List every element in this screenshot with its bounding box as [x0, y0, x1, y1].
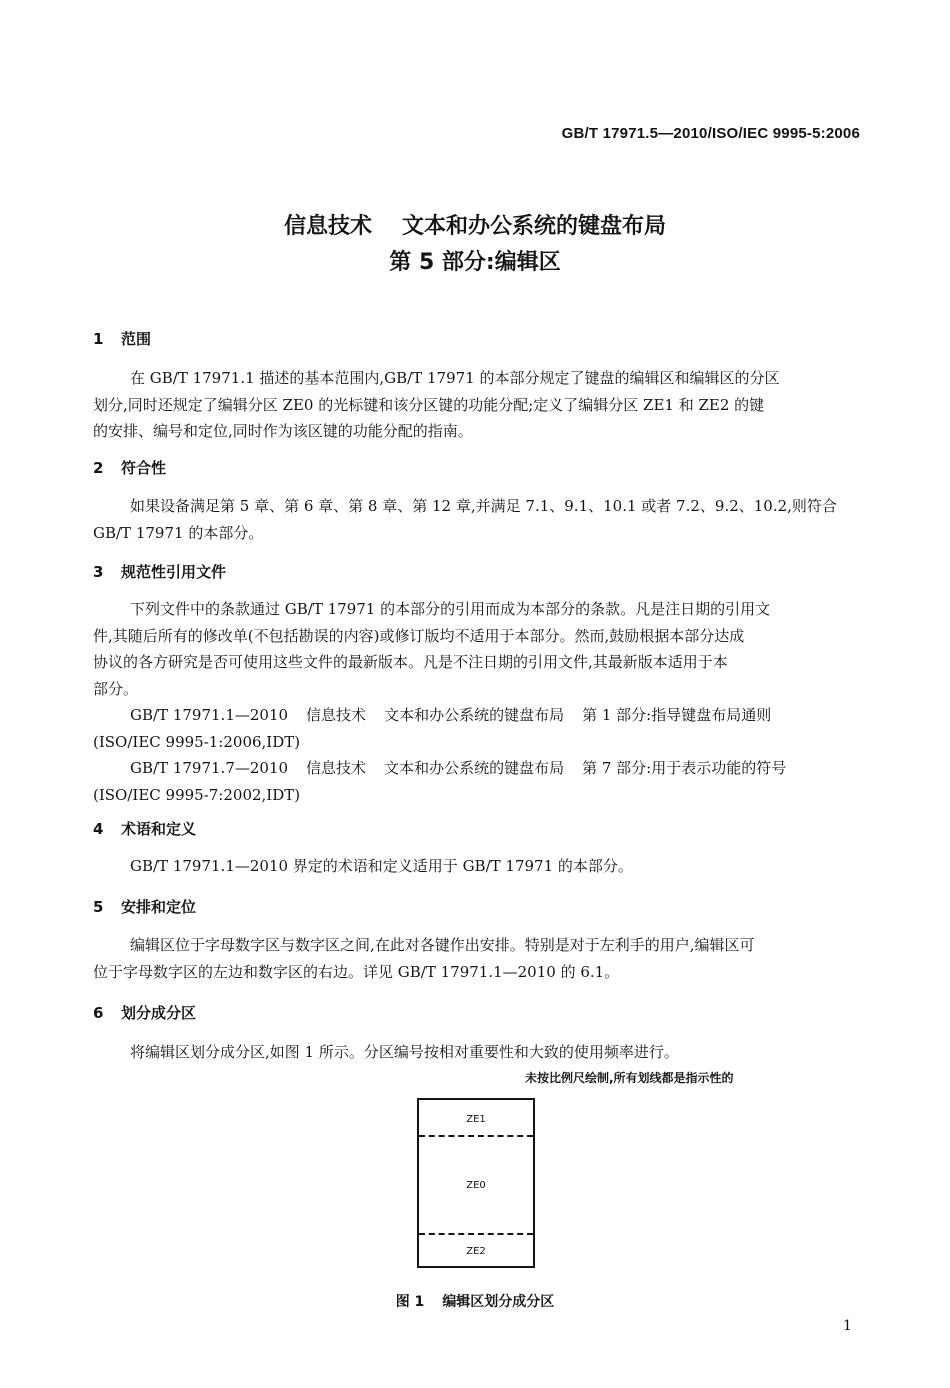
paragraph-line: 下列文件中的条款通过 GB/T 17971 的本部分的引用而成为本部分的条款。凡是注日期的引用文 [130, 600, 771, 618]
figure-caption [0, 1291, 950, 1311]
paragraph-line: 协议的各方研究是否可使用这些文件的最新版本。凡是不注日期的引用文件,其最新版本适用于本 [93, 653, 728, 671]
section-2-heading [93, 457, 166, 478]
document-title [0, 209, 950, 281]
reference-item [93, 755, 859, 782]
figure-caption-label: 图 1 [395, 1294, 425, 1310]
section-title: 规范性引用文件 [121, 563, 227, 581]
section-number: 4 [93, 820, 104, 838]
zone-divider-top [419, 1135, 533, 1137]
section-4-heading [93, 818, 196, 839]
section-1-heading [93, 328, 151, 349]
section-3-paragraph [93, 596, 859, 808]
reference-title-a: 信息技术 [306, 706, 367, 724]
section-title: 符合性 [121, 459, 167, 477]
section-number: 1 [93, 330, 104, 348]
reference-title-a: 信息技术 [306, 759, 367, 777]
title-line-2: 第 5 部分:编辑区 [389, 250, 561, 275]
section-title: 划分成分区 [121, 1004, 197, 1022]
paragraph-line: 将编辑区划分成分区,如图 1 所示。分区编号按相对重要性和大致的使用频率进行。 [130, 1043, 679, 1061]
paragraph-line: 部分。 [93, 679, 139, 698]
section-3-heading [93, 561, 226, 582]
paragraph-line: 位于字母数字区的左边和数字区的右边。详见 GB/T 17971.1—2010 的 6.1。 [93, 962, 620, 981]
section-title: 术语和定义 [121, 820, 197, 838]
title-line-1 [0, 209, 950, 245]
reference-title-c: 第 7 部分:用于表示功能的符号 [582, 759, 787, 777]
section-1-paragraph [93, 365, 859, 445]
figure-note: 未按比例尺绘制,所有划线都是指示性的 [525, 1071, 734, 1085]
page-number: 1 [843, 1318, 852, 1334]
section-6-heading [93, 1002, 196, 1023]
paragraph-line: 件,其随后所有的修改单(不包括勘误的内容)或修订版均不适用于本部分。然而,鼓励根据本部分达成 [93, 626, 745, 645]
section-number: 2 [93, 459, 104, 477]
section-title: 安排和定位 [121, 898, 197, 916]
reference-equivalent: (ISO/IEC 9995-1:2006,IDT) [93, 732, 301, 751]
reference-item [93, 702, 859, 729]
paragraph-line: 如果设备满足第 5 章、第 6 章、第 8 章、第 12 章,并满足 7.1、9.1、10.1 或者 7.2、9.2、10.2,则符合 [130, 497, 837, 515]
reference-title-b: 文本和办公系统的键盘布局 [384, 706, 565, 724]
section-2-paragraph [93, 493, 859, 546]
zone-divider-bottom [419, 1233, 533, 1235]
paragraph-line: GB/T 17971 的本部分。 [93, 523, 264, 542]
zone-label-ze2: ZE2 [466, 1246, 486, 1257]
section-title: 范围 [121, 330, 152, 348]
paragraph-line: 在 GB/T 17971.1 描述的基本范围内,GB/T 17971 的本部分规定了键盘的编辑区和编辑区的分区 [130, 369, 780, 387]
section-6-paragraph [93, 1039, 859, 1066]
title-line-1-part-2: 文本和办公系统的键盘布局 [402, 214, 667, 239]
reference-equivalent: (ISO/IEC 9995-7:2002,IDT) [93, 785, 301, 804]
section-number: 6 [93, 1004, 104, 1022]
section-number: 3 [93, 563, 104, 581]
zone-label-ze0: ZE0 [466, 1180, 486, 1191]
reference-title-b: 文本和办公系统的键盘布局 [384, 759, 565, 777]
section-5-heading [93, 896, 196, 917]
reference-title-c: 第 1 部分:指导键盘布局通则 [582, 706, 772, 724]
reference-code: GB/T 17971.1—2010 [130, 706, 289, 724]
section-5-paragraph [93, 932, 859, 985]
paragraph-line: GB/T 17971.1—2010 界定的术语和定义适用于 GB/T 17971 的本部分。 [130, 857, 633, 875]
paragraph-line: 编辑区位于字母数字区与数字区之间,在此对各键作出安排。特别是对于左利手的用户,编辑区可 [130, 936, 755, 954]
section-number: 5 [93, 898, 104, 916]
reference-code: GB/T 17971.7—2010 [130, 759, 289, 777]
section-4-paragraph [93, 853, 859, 880]
standard-code-header: GB/T 17971.5—2010/ISO/IEC 9995-5:2006 [561, 125, 860, 142]
paragraph-line: 的安排、编号和定位,同时作为该区键的功能分配的指南。 [93, 422, 473, 440]
edit-zone-diagram [417, 1098, 535, 1268]
title-line-1-part-1: 信息技术 [283, 214, 372, 239]
figure-caption-text: 编辑区划分成分区 [442, 1294, 555, 1310]
zone-label-ze1: ZE1 [466, 1114, 486, 1125]
paragraph-line: 划分,同时还规定了编辑分区 ZE0 的光标键和该分区键的功能分配;定义了编辑分区 ZE1 和 ZE2 的键 [93, 395, 765, 414]
